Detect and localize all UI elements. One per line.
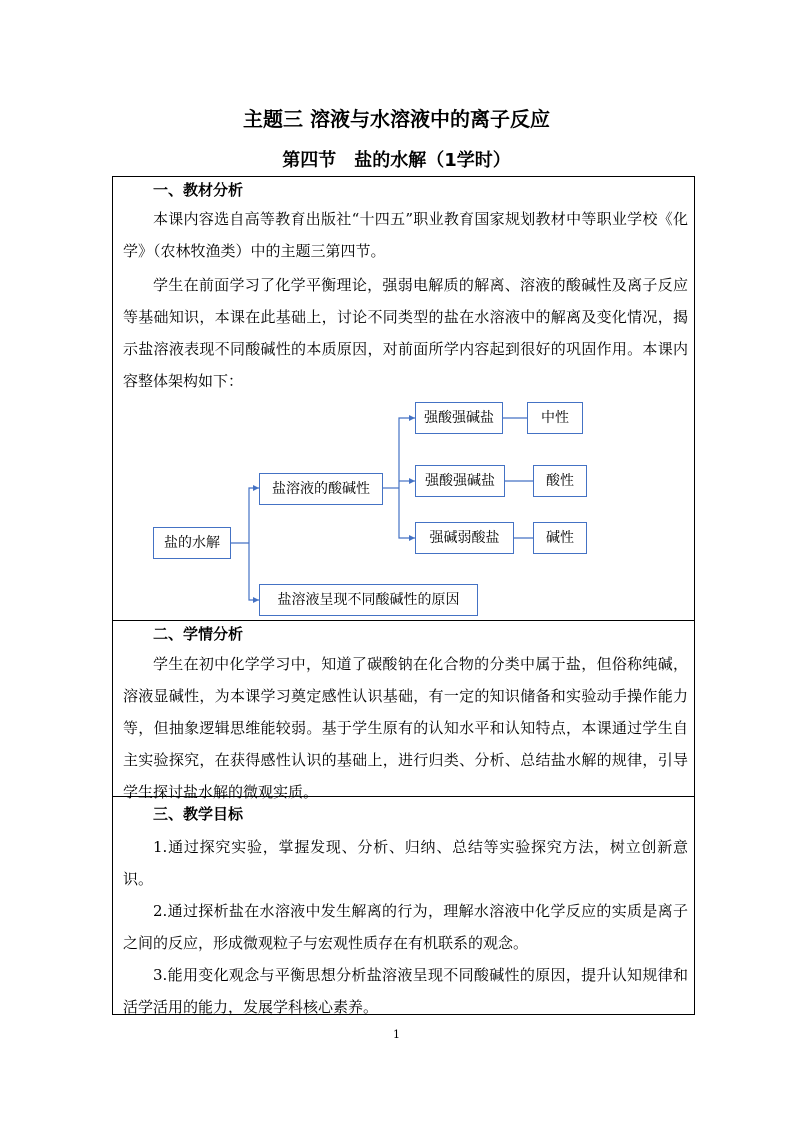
student-analysis-section [113,621,694,801]
textbook-analysis-heading: 一、教材分析 [153,181,244,199]
page-number: 1 [393,1028,400,1041]
node-salt-type: 强酸强碱盐 [415,402,503,434]
goal-item: 3.能用变化观念与平衡思想分析盐溶液呈现不同酸碱性的原因，提升认知规律和活学活用的能力，发展学科核心素养。 [123,966,688,1016]
section-title: 第四节 盐的水解（1学时） [282,150,511,171]
structure-diagram [113,397,694,619]
textbook-analysis-section [113,177,694,621]
paragraph: 学生在初中化学学习中，知道了碳酸钠在化合物的分类中属于盐，但俗称纯碱，溶液显碱性，为本课学习奠定感性认识基础，有一定的知识储备和实验动手操作能力等，但抽象逻辑思维能较弱。基于学生原有的认知水平和认知特点，本课通过学生自主实验探究，在获得感性认识的基础上，进行归类、分析、总结盐水解的规律，引导学生探讨盐水解的微观实质。 [123,655,688,801]
paragraph: 本课内容选自高等教育出版社“十四五”职业教育国家规划教材中等职业学校《化学》（农林牧渔类）中的主题三第四节。 [123,210,688,260]
connector [399,418,415,538]
connector [249,488,259,600]
document-title: 主题三 溶液与水溶液中的离子反应 [243,107,550,131]
node-salt-acidity: 盐溶液的酸碱性 [259,473,383,505]
teaching-goals-heading: 三、教学目标 [153,805,244,823]
node-result: 酸性 [533,465,587,497]
goal-item: 1.通过探究实验，掌握发现、分析、归纳、总结等实验探究方法，树立创新意识。 [123,838,688,888]
paragraph: 学生在前面学习了化学平衡理论，强弱电解质的解离、溶液的酸碱性及离子反应等基础知识，本课在此基础上，讨论不同类型的盐在水溶液中的解离及变化情况，揭示盐溶液表现不同酸碱性的本质原因，对前面所学内容起到很好的巩固作用。本课内容整体架构如下： [123,276,688,390]
student-analysis-heading: 二、学情分析 [153,625,244,643]
goal-item: 2.通过探析盐在水溶液中发生解离的行为，理解水溶液中化学反应的实质是离子之间的反应，形成微观粒子与宏观性质存在有机联系的观念。 [123,902,688,952]
node-result: 中性 [527,402,583,434]
node-salt-hydrolysis: 盐的水解 [153,527,231,559]
node-salt-type: 强酸强碱盐 [415,465,505,497]
node-salt-acidity-cause: 盐溶液呈现不同酸碱性的原因 [259,584,478,616]
teaching-goals-section [113,797,694,1014]
node-result: 碱性 [533,522,587,554]
node-salt-type: 强碱弱酸盐 [415,522,514,554]
lesson-plan-table [112,176,695,1015]
